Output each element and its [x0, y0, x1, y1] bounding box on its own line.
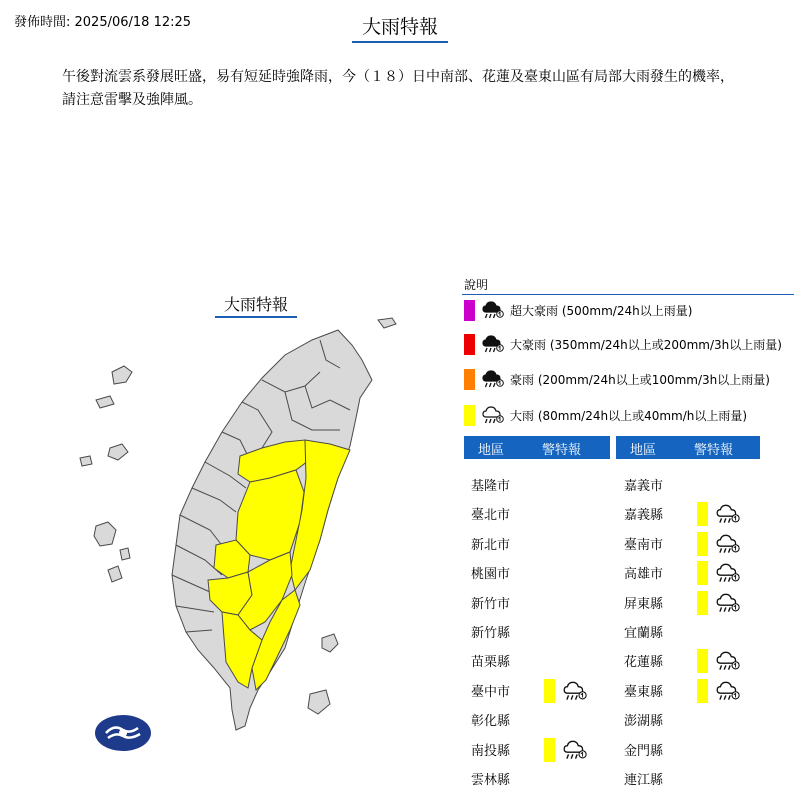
heavy-rain-icon — [481, 404, 505, 426]
region-row — [471, 532, 611, 556]
region-name: 臺南市 — [624, 537, 664, 553]
region-row — [471, 620, 611, 644]
warning-swatch — [697, 502, 708, 526]
region-row — [624, 738, 764, 762]
island-penghu-2 — [120, 548, 130, 560]
column-region: 地區 — [478, 443, 505, 458]
region-row — [624, 532, 764, 556]
island-penghu-1 — [94, 522, 116, 546]
region-name: 連江縣 — [624, 773, 664, 788]
island-green — [322, 634, 338, 652]
cwa-logo — [94, 714, 152, 752]
island-penghu-3 — [108, 566, 122, 582]
column-warning: 警特報 — [542, 443, 582, 458]
region-name: 金門縣 — [624, 743, 664, 759]
region-name: 雲林縣 — [471, 773, 511, 788]
column-warning: 警特報 — [694, 443, 734, 458]
heavy-rain-warning — [697, 649, 741, 673]
legend-color-swatch — [464, 405, 475, 426]
region-row — [624, 502, 764, 526]
island-orchid — [308, 690, 330, 714]
region-row — [471, 738, 611, 762]
region-name: 南投縣 — [471, 743, 511, 759]
region-name: 澎湖縣 — [624, 714, 664, 730]
warning-swatch — [697, 591, 708, 615]
heavy-rain-icon — [715, 502, 741, 526]
heavy-rain-warning — [697, 679, 741, 703]
region-row — [624, 591, 764, 615]
legend-label: 大雨 (80mm/24h以上或40mm/h以上雨量) — [510, 408, 748, 423]
region-row — [471, 502, 611, 526]
legend-color-swatch — [464, 369, 475, 390]
region-row — [624, 679, 764, 703]
map-title: 大雨特報 — [215, 292, 297, 318]
legend-label: 超大豪雨 (500mm/24h以上雨量) — [510, 303, 693, 318]
legend-item — [464, 333, 782, 355]
heavy-rain-icon — [562, 738, 588, 762]
heavy-rain-warning — [697, 561, 741, 585]
region-name: 嘉義市 — [624, 479, 664, 494]
legend-item — [464, 404, 747, 426]
island-kinmen-1 — [108, 444, 128, 460]
region-row — [624, 620, 764, 644]
region-row — [624, 561, 764, 585]
region-name: 宜蘭縣 — [624, 626, 664, 641]
region-row — [471, 649, 611, 673]
heavy-rain-warning — [544, 679, 588, 703]
heavy-rain-icon — [715, 561, 741, 585]
heavy-rain-icon — [715, 532, 741, 556]
warning-swatch — [544, 679, 555, 703]
region-name: 屏東縣 — [624, 596, 664, 612]
torrential-rain-icon — [481, 368, 505, 390]
legend-title: 說明 — [464, 278, 489, 292]
warning-swatch — [697, 561, 708, 585]
region-name: 臺中市 — [471, 684, 511, 700]
legend-divider — [462, 294, 794, 295]
taiwan-warning-map — [60, 300, 440, 770]
region-name: 新北市 — [471, 537, 511, 553]
region-name: 臺北市 — [471, 508, 511, 524]
warning-description: 午後對流雲系發展旺盛，易有短延時強降雨，今（１８）日中南部、花蓮及臺東山區有局部大雨發生的機率，請注意雷擊及強陣風。 — [62, 69, 734, 108]
region-name: 新竹市 — [471, 596, 511, 612]
region-name: 桃園市 — [471, 567, 511, 583]
region-name: 苗栗縣 — [471, 655, 511, 671]
table-header-right — [616, 436, 760, 459]
legend-label: 大豪雨 (350mm/24h以上或200mm/3h以上雨量) — [510, 337, 782, 352]
region-row — [624, 767, 764, 791]
island-pengjia — [378, 318, 396, 328]
legend-color-swatch — [464, 334, 475, 355]
legend-item — [464, 368, 770, 390]
region-row — [471, 561, 611, 585]
column-region: 地區 — [630, 443, 657, 458]
heavy-rain-warning — [544, 738, 588, 762]
legend-item — [464, 299, 692, 321]
heavy-rain-warning — [697, 502, 741, 526]
region-name: 嘉義縣 — [624, 508, 664, 524]
legend-color-swatch — [464, 300, 475, 321]
region-row — [624, 473, 764, 497]
region-name: 花蓮縣 — [624, 655, 664, 671]
warning-swatch — [544, 738, 555, 762]
warning-swatch — [697, 532, 708, 556]
region-name: 高雄市 — [624, 567, 664, 583]
legend-label: 豪雨 (200mm/24h以上或100mm/3h以上雨量) — [510, 372, 770, 387]
region-name: 彰化縣 — [471, 714, 511, 730]
heavy-rain-icon — [715, 679, 741, 703]
island-kinmen-2 — [80, 456, 92, 466]
region-row — [471, 473, 611, 497]
region-name: 基隆市 — [471, 479, 511, 494]
region-row — [471, 767, 611, 791]
page-title: 大雨特報 — [352, 12, 448, 43]
region-row — [471, 708, 611, 732]
region-name: 新竹縣 — [471, 626, 511, 641]
table-header-left — [464, 436, 610, 459]
island-matsu-1 — [112, 366, 132, 384]
torrential-rain-plus-icon — [481, 333, 505, 355]
extreme-torrential-rain-icon — [481, 299, 505, 321]
issued-time: 發佈時間: 2025/06/18 12:25 — [14, 15, 192, 30]
region-name: 臺東縣 — [624, 684, 664, 700]
heavy-rain-icon — [715, 649, 741, 673]
region-row — [471, 591, 611, 615]
heavy-rain-icon — [562, 679, 588, 703]
heavy-rain-icon — [715, 591, 741, 615]
heavy-rain-warning — [697, 591, 741, 615]
island-matsu-2 — [96, 396, 114, 408]
region-row — [471, 679, 611, 703]
warning-swatch — [697, 649, 708, 673]
warning-swatch — [697, 679, 708, 703]
region-row — [624, 708, 764, 732]
heavy-rain-warning — [697, 532, 741, 556]
region-row — [624, 649, 764, 673]
